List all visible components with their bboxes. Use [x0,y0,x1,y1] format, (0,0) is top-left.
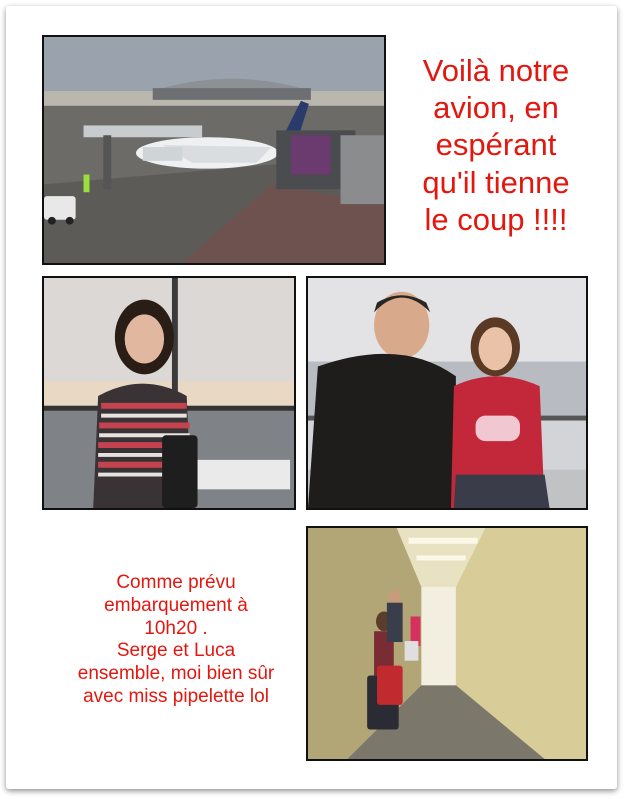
caption-line: 10h20 . [144,617,208,639]
photo-airplane [42,35,386,265]
airplane-image [44,37,384,263]
caption-line: qu'il tienne [422,164,570,200]
girl-window-image [44,278,294,508]
caption-airplane [398,52,594,238]
photo-girl-window [42,276,296,510]
photo-man-girl [306,276,588,510]
photo-jet-bridge [306,526,588,761]
caption-line: avec miss pipelette lol [83,685,269,707]
caption-line: Voilà notre [422,53,570,88]
caption-line: avion, en [433,90,559,126]
caption-line: espérant [435,127,557,163]
man-girl-image [308,278,586,508]
caption-line: ensemble, moi bien sûr [77,663,275,685]
scrapbook-page [6,6,617,789]
caption-line: le coup !!!! [424,201,568,237]
caption-line: embarquement à [104,594,248,616]
caption-boarding [46,572,306,709]
caption-line: Serge et Luca [116,640,236,662]
jet-bridge-image [308,528,586,759]
caption-line: Comme prévu [116,572,236,593]
